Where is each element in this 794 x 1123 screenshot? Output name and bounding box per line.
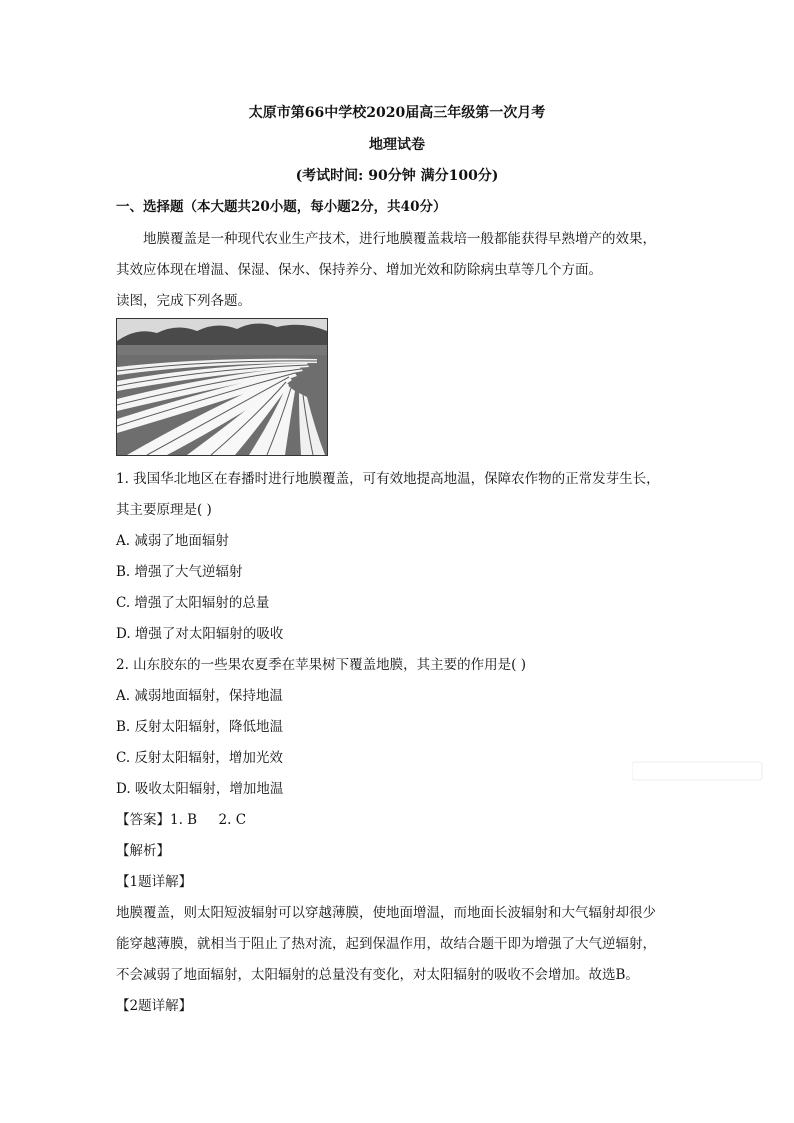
q1-option-c: C. 增强了太阳辐射的总量 (116, 595, 270, 611)
field-image (117, 319, 327, 455)
q2-stem: 2. 山东胶东的一些果农夏季在苹果树下覆盖地膜，其主要的作用是( ) (116, 657, 526, 673)
q1-detail-label: 【1题详解】 (116, 874, 193, 890)
q1-option-a: A. 减弱了地面辐射 (116, 533, 229, 549)
q1-stem-line-2: 其主要原理是( ) (116, 502, 212, 518)
q2-option-a: A. 减弱地面辐射，保持地温 (116, 688, 283, 704)
q2-option-c: C. 反射太阳辐射，增加光效 (116, 750, 283, 766)
q1-option-b: B. 增强了大气逆辐射 (116, 564, 243, 580)
exam-title: 太原市第66中学校2020届高三年级第一次月考 (248, 105, 546, 121)
exam-info: (考试时间: 90分钟 满分100分) (295, 168, 499, 184)
watermark-logo (632, 758, 772, 790)
answer-text: 1. B 2. C (170, 812, 247, 828)
q2-option-d: D. 吸收太阳辐射，增加地温 (116, 781, 284, 797)
q1-detail-line-3: 不会减弱了地面辐射，太阳辐射的总量没有变化，对太阳辐射的吸收不会增加。故选B。 (116, 967, 639, 983)
q1-detail-line-1: 地膜覆盖，则太阳短波辐射可以穿越薄膜，使地面增温，而地面长波辐射和大气辐射却很少 (116, 905, 656, 921)
subject-title: 地理试卷 (369, 137, 425, 153)
q1-stem-line-1: 1. 我国华北地区在春播时进行地膜覆盖，可有效地提高地温，保障农作物的正常发芽生长， (116, 471, 660, 487)
analysis-label: 【解析】 (116, 843, 170, 859)
section-heading: 一、选择题（本大题共20小题，每小题2分，共40分） (116, 199, 447, 215)
plastic-mulch-field-photo (116, 318, 328, 456)
passage-line-2: 其效应体现在增温、保湿、保水、保持养分、增加光效和防除病虫草等几个方面。 (116, 262, 602, 278)
q1-detail-line-2: 能穿越薄膜，就相当于阻止了热对流，起到保温作用，故结合题干即为增强了大气逆辐射， (116, 936, 656, 952)
q2-detail-label: 【2题详解】 (116, 998, 193, 1014)
passage-instruction: 读图，完成下列各题。 (116, 293, 251, 309)
q1-option-d: D. 增强了对太阳辐射的吸收 (116, 626, 284, 642)
passage-line-1: 地膜覆盖是一种现代农业生产技术，进行地膜覆盖栽培一般都能获得早熟增产的效果， (143, 231, 656, 247)
answer-line (116, 810, 246, 830)
answer-label: 【答案】 (116, 812, 170, 828)
q2-option-b: B. 反射太阳辐射，降低地温 (116, 719, 284, 735)
